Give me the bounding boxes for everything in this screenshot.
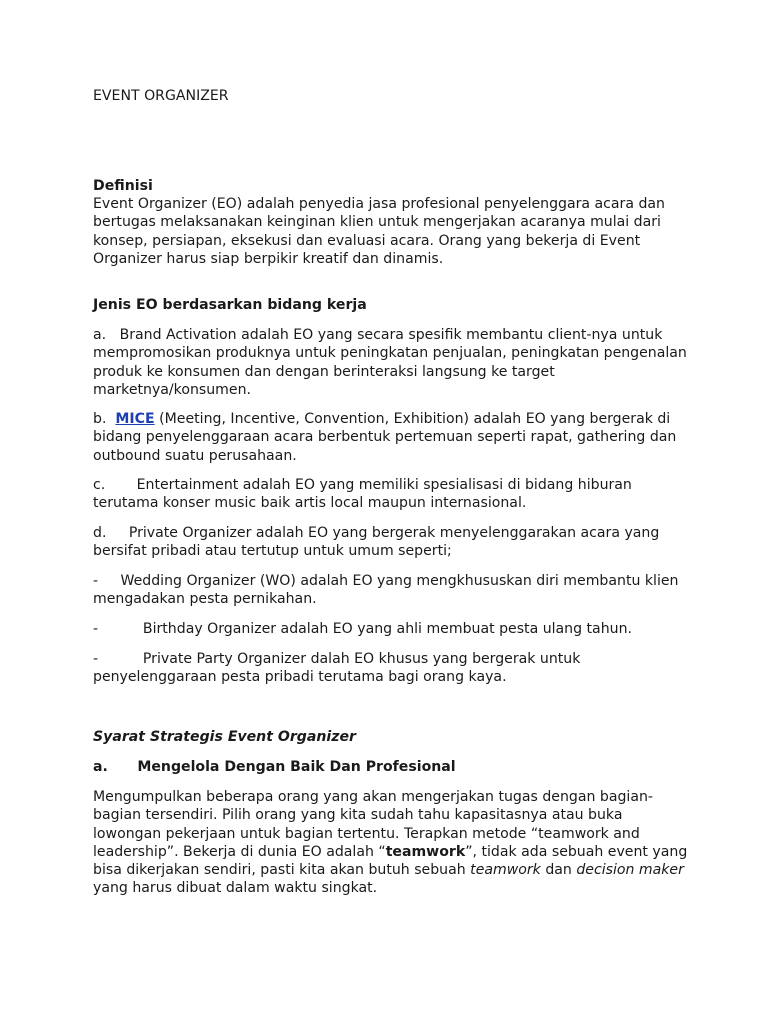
- dash-marker: -: [93, 651, 99, 667]
- mice-link[interactable]: MICE: [115, 411, 155, 427]
- jenis-subitem-birthday: [93, 620, 693, 638]
- jenis-heading: Jenis EO berdasarkan bidang kerja: [93, 297, 367, 313]
- dash-marker: -: [93, 573, 99, 589]
- subheading-marker: a.: [93, 759, 108, 775]
- dash-marker: -: [93, 621, 99, 637]
- item-marker: c.: [93, 477, 106, 493]
- definisi-paragraph: Event Organizer (EO) adalah penyedia jasa profesional penyelenggara acara dan bertugas melaksanakan keinginan klien untuk mengerjakan acaranya mulai dari konsep, persiapan, eksekusi dan evaluasi acara. Orang yang bekerja di Event Organizer harus siap berpikir kreatif dan dinamis.: [93, 196, 665, 267]
- syarat-paragraph: [93, 788, 693, 898]
- jenis-item-a: [93, 326, 693, 399]
- item-marker: a.: [93, 327, 107, 343]
- paragraph-text: dan: [540, 862, 577, 879]
- teamwork-bold: teamwork: [385, 843, 466, 860]
- jenis-subitem-wedding: [93, 572, 693, 609]
- item-text: (Meeting, Incentive, Convention, Exhibition) adalah EO yang bergerak di bidang penyelenggaraan acara berbentuk pertemuan seperti rapat, gathering dan outbound suatu perusahaan.: [93, 411, 677, 464]
- item-text: Private Party Organizer dalah EO khusus yang bergerak untuk penyelenggaraan pesta pribadi terutama bagi orang kaya.: [93, 651, 581, 686]
- item-marker: d.: [93, 525, 107, 541]
- paragraph-text: Mengumpulkan beberapa orang yang akan mengerjakan tugas dengan bagian-bagian tersendiri. Pilih orang yang kita sudah tahu kapasitasnya atau buka lowongan pekerjaan untuk bagian tertentu. Terapkan metode “teamwork and leadership”. Bekerja di dunia EO adalah “: [93, 789, 653, 860]
- subheading-text: Mengelola Dengan Baik Dan Profesional: [137, 759, 456, 775]
- jenis-item-c: [93, 476, 693, 513]
- jenis-subitem-private-party: [93, 650, 693, 687]
- document-title: EVENT ORGANIZER: [93, 88, 229, 104]
- jenis-item-b: [93, 410, 693, 465]
- item-text: Wedding Organizer (WO) adalah EO yang mengkhususkan diri membantu klien mengadakan pesta pernikahan.: [93, 573, 679, 608]
- decision-maker-italic: decision maker: [576, 862, 684, 879]
- paragraph-text: yang harus dibuat dalam waktu singkat.: [93, 880, 378, 897]
- syarat-heading: Syarat Strategis Event Organizer: [93, 729, 356, 745]
- syarat-subheading: [93, 758, 456, 776]
- paragraph-text: ”, tidak ada sebuah event yang bisa dikerjakan sendiri, pasti kita akan butuh sebuah: [93, 843, 688, 879]
- item-text: Birthday Organizer adalah EO yang ahli membuat pesta ulang tahun.: [142, 621, 632, 637]
- item-text: Entertainment adalah EO yang memiliki spesialisasi di bidang hiburan terutama konser music baik artis local maupun internasional.: [93, 477, 632, 512]
- item-text: Brand Activation adalah EO yang secara spesifik membantu client-nya untuk mempromosikan produknya untuk peningkatan penjualan, peningkatan pengenalan produk ke konsumen dan dengan berinteraksi langsung ke target marketnya/konsumen.: [93, 327, 687, 398]
- item-marker: b.: [93, 411, 107, 427]
- definisi-heading: Definisi: [93, 178, 153, 194]
- item-text: Private Organizer adalah EO yang bergerak menyelenggarakan acara yang bersifat pribadi atau tertutup untuk umum seperti;: [93, 525, 660, 560]
- jenis-item-d: [93, 524, 693, 561]
- teamwork-italic: teamwork: [470, 862, 541, 879]
